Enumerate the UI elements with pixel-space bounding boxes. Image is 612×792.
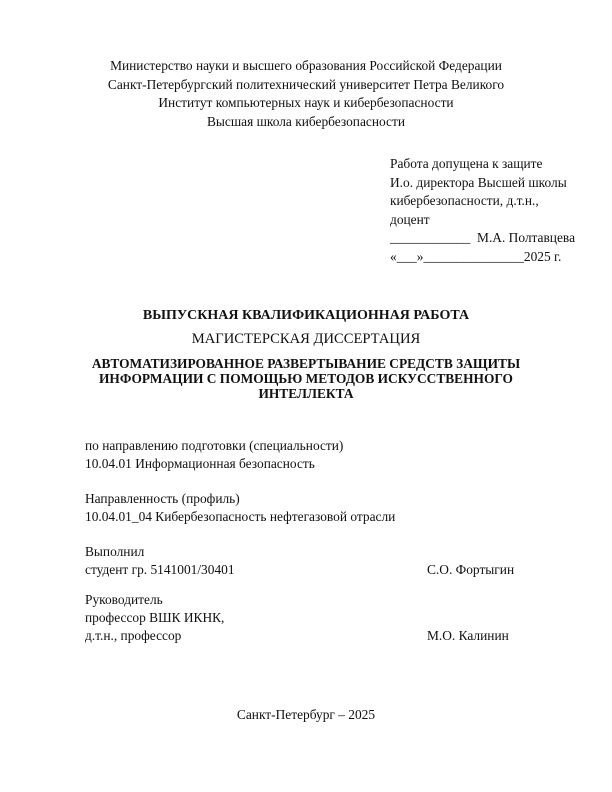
profile-block bbox=[85, 490, 395, 526]
profile-value: 10.04.01_04 Кибербезопасность нефтегазовой отрасли bbox=[85, 509, 396, 524]
approval-line-2: И.о. директора Высшей школы bbox=[390, 174, 567, 190]
institute-name: Институт компьютерных наук и кибербезопасности bbox=[158, 95, 454, 110]
topic-line-3: ИНТЕЛЛЕКТА bbox=[258, 386, 354, 401]
ministry-name: Министерство науки и высшего образования Российской Федерации bbox=[110, 58, 502, 73]
topic-line-2: ИНФОРМАЦИИ С ПОМОЩЬЮ МЕТОДОВ ИСКУССТВЕННОГО bbox=[99, 371, 513, 386]
approval-date-line: «___»_______________2025 г. bbox=[390, 248, 562, 264]
approval-line-3: кибербезопасности, д.т.н., bbox=[390, 193, 539, 209]
institution-header bbox=[0, 57, 612, 131]
direction-value: 10.04.01 Информационная безопасность bbox=[85, 456, 315, 471]
author-role: студент гр. 5141001/30401 bbox=[85, 562, 235, 577]
city-year: Санкт-Петербург – 2025 bbox=[236, 707, 376, 722]
work-type-title: ВЫПУСКНАЯ КВАЛИФИКАЦИОННАЯ РАБОТА bbox=[142, 308, 470, 323]
direction-block bbox=[85, 437, 343, 473]
author-block bbox=[85, 543, 235, 579]
supervisor-name: М.О. Калинин bbox=[427, 628, 509, 643]
author-label: Выполнил bbox=[85, 544, 145, 559]
topic-line-1: АВТОМАТИЗИРОВАННОЕ РАЗВЕРТЫВАНИЕ СРЕДСТВ ЗАЩИТЫ bbox=[91, 356, 521, 371]
supervisor-label: Руководитель bbox=[85, 592, 163, 607]
university-name: Санкт-Петербургский политехнический университет Петра Великого bbox=[107, 76, 505, 92]
approval-line-1: Работа допущена к защите bbox=[390, 156, 543, 171]
supervisor-role-1: профессор ВШК ИКНК, bbox=[85, 610, 225, 625]
approval-signature-line: ____________ М.А. Полтавцева bbox=[390, 230, 576, 246]
school-name: Высшая школа кибербезопасности bbox=[206, 113, 406, 129]
profile-label: Направленность (профиль) bbox=[85, 491, 240, 506]
direction-label: по направлению подготовки (специальности) bbox=[85, 438, 344, 453]
supervisor-role-2: д.т.н., профессор bbox=[85, 628, 182, 643]
approval-block bbox=[390, 155, 575, 267]
approval-line-4: доцент bbox=[390, 211, 430, 227]
degree-title: МАГИСТЕРСКАЯ ДИССЕРТАЦИЯ bbox=[191, 331, 421, 347]
supervisor-block bbox=[85, 591, 224, 645]
author-name: С.О. Фортыгин bbox=[427, 562, 515, 577]
thesis-topic bbox=[0, 356, 612, 401]
